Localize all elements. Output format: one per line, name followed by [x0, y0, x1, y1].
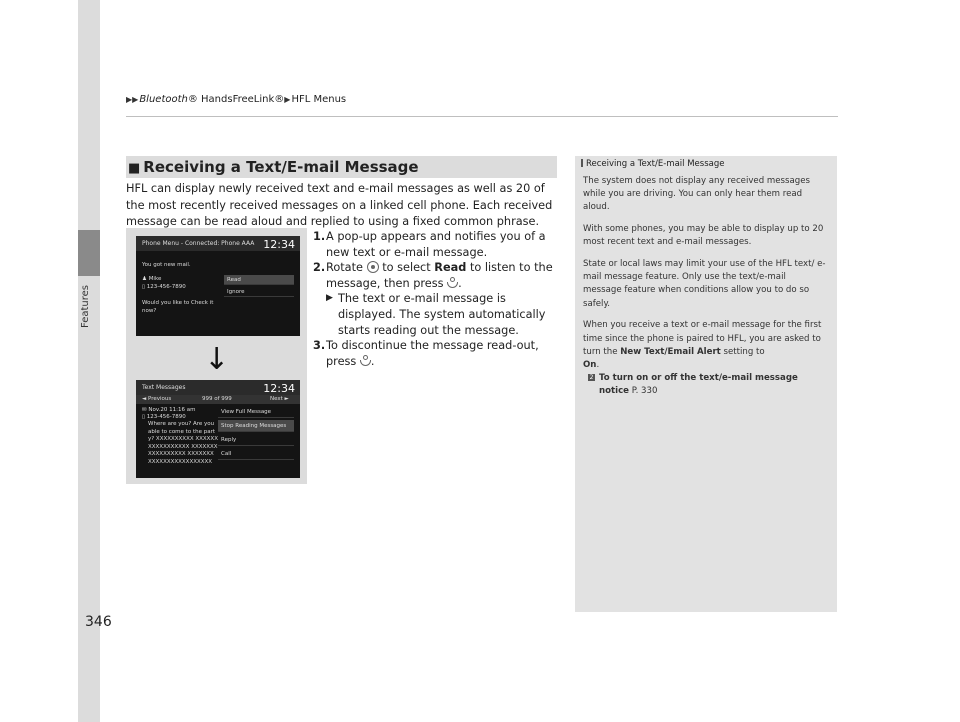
sidebar-text: When you receive a text or e-mail message for the first time since the phone is paired to HFL, you are asked to turn the	[583, 320, 822, 357]
step-number: 3.	[313, 339, 326, 353]
sidebar-title-text: Receiving a Text/E-mail Message	[586, 159, 725, 169]
call-option[interactable]: Call	[218, 448, 294, 460]
screen-title: Text Messages	[142, 384, 186, 391]
step-3	[313, 338, 563, 369]
steps-list	[313, 229, 563, 369]
sidebar-paragraph	[583, 319, 827, 372]
step-text: .	[458, 276, 462, 290]
press-knob-icon	[447, 277, 458, 289]
previous-button[interactable]: ◄ Previous	[142, 396, 172, 402]
new-mail-text: You got new mail.	[142, 262, 191, 268]
breadcrumb-part: Bluetooth	[139, 94, 188, 105]
sidebar-bold: On	[583, 359, 597, 370]
page-number: 346	[85, 614, 112, 630]
breadcrumb-arrow-icon: ▶	[284, 95, 291, 104]
cross-reference-link[interactable]	[583, 372, 827, 398]
message-date-text: Nov.20 11:16 am	[148, 407, 196, 413]
message-body: Where are you? Are you able to come to the party? XXXXXXXXXX XXXXXXXXXXXXXXXXX XXXXXXXXXXXXXXXXX XXXXXXX XXXXXXXXXXXXXXXXX	[148, 421, 218, 465]
step-result-text: The text or e-mail message is displayed. The system automatically starts reading out the message.	[338, 292, 546, 337]
sender-phone-text: 123-456-7890	[146, 284, 186, 290]
read-option[interactable]: Read	[224, 275, 294, 285]
message-phone-text: 123-456-7890	[146, 414, 186, 420]
step-number: 1.	[313, 230, 326, 243]
sender-name-text: Mike	[148, 276, 162, 282]
envelope-icon: ✉	[142, 407, 149, 413]
reference-page[interactable]: P. 330	[631, 386, 658, 397]
intro-paragraph: HFL can display newly received text and e-mail messages as well as 20 of the most recently received messages on a linked cell phone. Each received message can be read aloud and replied to using a fixed common phrase.	[126, 182, 553, 229]
sidebar-title	[581, 159, 724, 169]
check-question: Would you like to Check it now?	[142, 300, 214, 314]
step-number: 2.	[313, 261, 326, 275]
sender-phone	[142, 284, 186, 292]
breadcrumb-arrow-icon: ▶▶	[126, 95, 139, 104]
step-text: A pop-up appears and notifies you of a new text or e-mail message.	[326, 230, 546, 259]
interface-dial-icon	[367, 261, 379, 273]
screen-title: Phone Menu - Connected: Phone AAA	[142, 240, 255, 247]
sidebar-note	[575, 156, 837, 612]
step-1	[313, 229, 563, 260]
view-full-message-option[interactable]: View Full Message	[218, 406, 294, 418]
down-arrow-icon: ↓	[204, 342, 230, 377]
header-rule	[126, 116, 838, 117]
side-tab-marker	[78, 230, 100, 276]
step-text: to select	[382, 261, 431, 275]
popup-screen	[136, 236, 300, 336]
side-tab-label: Features	[80, 285, 91, 328]
sidebar-body	[583, 175, 827, 399]
next-button[interactable]: Next ►	[270, 396, 289, 402]
sender-name	[142, 276, 161, 284]
square-bullet-icon: ■	[128, 161, 141, 176]
sidebar-text: .	[596, 359, 600, 370]
breadcrumb-part: ® HandsFreeLink®	[187, 94, 285, 105]
phone-icon: ▯	[142, 414, 147, 420]
step-text: to listen to the message, then press	[326, 261, 553, 290]
step-text: .	[370, 354, 375, 368]
person-icon: ♟	[142, 276, 149, 282]
stop-reading-option[interactable]: Stop Reading Messages	[218, 420, 294, 432]
step-bold-text: Read	[434, 261, 467, 275]
step-result	[326, 291, 563, 338]
breadcrumb	[126, 94, 346, 105]
result-arrow-icon: ▶	[326, 293, 333, 304]
breadcrumb-part: HFL Menus	[291, 94, 347, 105]
screen-clock: 12:34	[263, 382, 295, 395]
screen-clock: 12:34	[263, 238, 295, 251]
screen-figure	[126, 228, 307, 484]
step-text: Rotate	[326, 261, 363, 275]
phone-icon: ▯	[142, 284, 147, 290]
sidebar-paragraph: State or local laws may limit your use of the HFL text/ e-mail message feature. Only use the text/e-mail message feature when conditions allow you to do so safely.	[583, 259, 826, 309]
sidebar-paragraph: The system does not display any received messages while you are driving. You can only hear them read aloud.	[583, 176, 810, 213]
section-title: Receiving a Text/E-mail Message	[143, 158, 419, 176]
reference-title[interactable]: To turn on or off the text/e-mail message notice	[599, 373, 798, 397]
step-2	[313, 260, 563, 338]
press-knob-icon	[360, 355, 371, 367]
sidebar-bold: New Text/Email Alert	[620, 346, 721, 357]
sidebar-text: setting to	[723, 346, 765, 357]
reply-option[interactable]: Reply	[218, 434, 294, 446]
section-heading	[126, 156, 557, 178]
message-count: 999 of 999	[202, 396, 232, 402]
step-text: To discontinue the message read-out, press	[326, 339, 539, 368]
text-messages-screen	[136, 380, 300, 478]
sidebar-paragraph: With some phones, you may be able to display up to 20 most recent text and e-mail messages.	[583, 224, 824, 248]
note-marker-icon	[581, 159, 583, 167]
reference-icon: 2	[589, 374, 594, 382]
ignore-option[interactable]: Ignore	[224, 287, 294, 297]
